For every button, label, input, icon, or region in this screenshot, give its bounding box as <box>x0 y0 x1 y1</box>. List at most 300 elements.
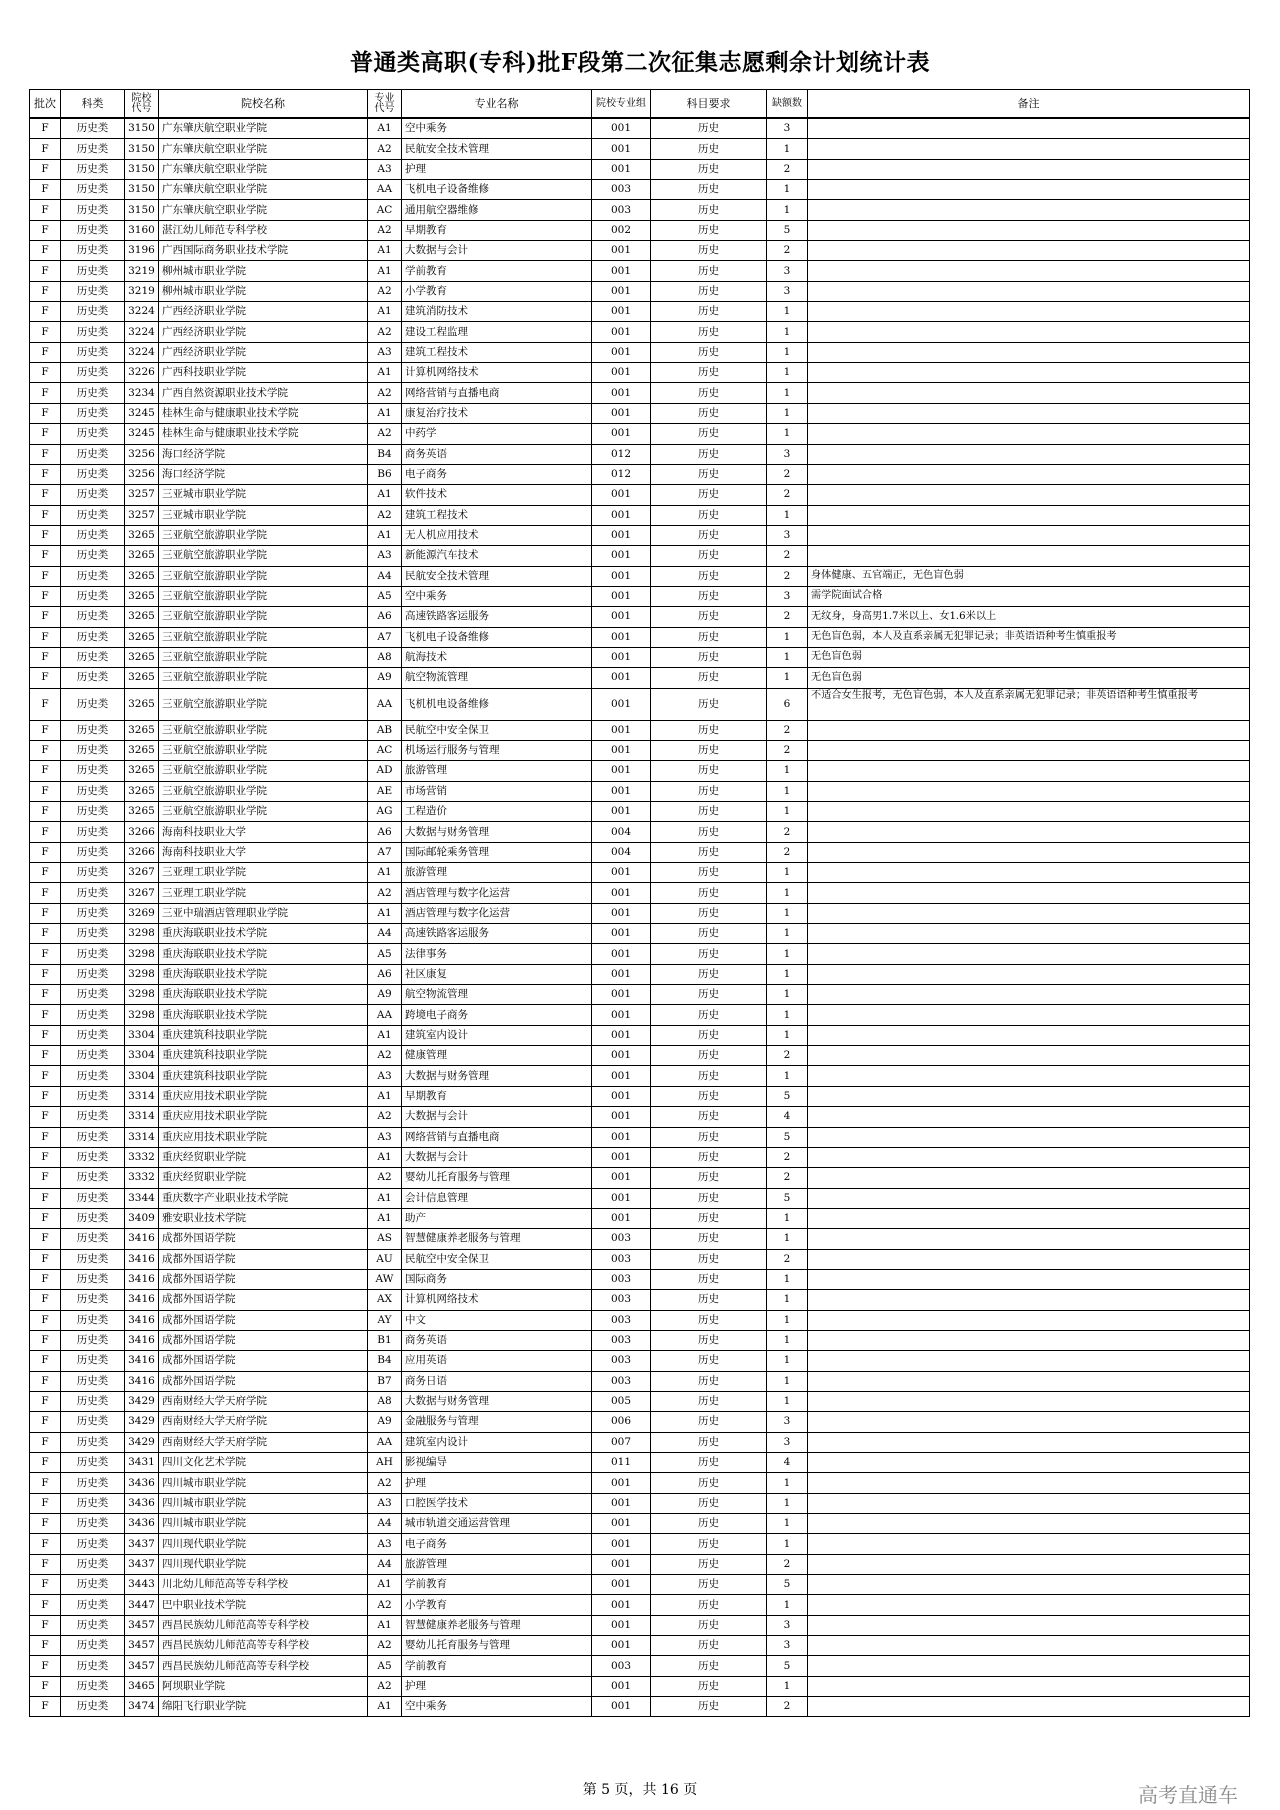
cell-major-group: 001 <box>592 1107 651 1127</box>
cell-subject-req: 历史 <box>651 200 767 220</box>
cell-school-code: 3226 <box>125 363 159 383</box>
cell-batch: F <box>30 424 61 444</box>
cell-major-name: 网络营销与直播电商 <box>402 383 592 403</box>
cell-major-code: B6 <box>368 464 402 484</box>
cell-major-group: 003 <box>592 1656 651 1676</box>
cell-batch: F <box>30 944 61 964</box>
cell-subject-req: 历史 <box>651 525 767 545</box>
cell-major-name: 智慧健康养老服务与管理 <box>402 1615 592 1635</box>
cell-category: 历史类 <box>61 1575 125 1595</box>
cell-school-code: 3436 <box>125 1493 159 1513</box>
cell-school-code: 3160 <box>125 220 159 240</box>
cell-school-code: 3298 <box>125 924 159 944</box>
table-row <box>30 342 1250 362</box>
cell-remarks: 需学院面试合格 <box>808 586 1250 606</box>
cell-remarks <box>808 281 1250 301</box>
cell-category: 历史类 <box>61 1514 125 1534</box>
cell-major-group: 001 <box>592 1147 651 1167</box>
cell-major-name: 早期教育 <box>402 1086 592 1106</box>
cell-major-group: 001 <box>592 363 651 383</box>
cell-vacancy: 1 <box>767 863 808 883</box>
cell-school-code: 3298 <box>125 1005 159 1025</box>
cell-subject-req: 历史 <box>651 1107 767 1127</box>
cell-vacancy: 1 <box>767 1330 808 1350</box>
cell-vacancy: 2 <box>767 720 808 740</box>
cell-vacancy: 2 <box>767 566 808 586</box>
cell-school-code: 3256 <box>125 444 159 464</box>
cell-batch: F <box>30 1412 61 1432</box>
table-row <box>30 1636 1250 1656</box>
cell-major-group: 001 <box>592 302 651 322</box>
cell-major-group: 001 <box>592 566 651 586</box>
cell-subject-req: 历史 <box>651 118 767 139</box>
cell-major-name: 法律事务 <box>402 944 592 964</box>
cell-batch: F <box>30 740 61 760</box>
cell-major-code: A1 <box>368 1615 402 1635</box>
cell-major-name: 计算机网络技术 <box>402 1290 592 1310</box>
cell-subject-req: 历史 <box>651 1005 767 1025</box>
cell-school-name: 重庆建筑科技职业学院 <box>159 1066 368 1086</box>
cell-school-name: 广西经济职业学院 <box>159 342 368 362</box>
cell-vacancy: 4 <box>767 1107 808 1127</box>
cell-vacancy: 1 <box>767 139 808 159</box>
cell-subject-req: 历史 <box>651 1493 767 1513</box>
cell-subject-req: 历史 <box>651 241 767 261</box>
cell-school-code: 3457 <box>125 1615 159 1635</box>
cell-batch: F <box>30 1188 61 1208</box>
cell-school-code: 3431 <box>125 1453 159 1473</box>
cell-school-name: 成都外国语学院 <box>159 1290 368 1310</box>
cell-batch: F <box>30 1046 61 1066</box>
table-row <box>30 1229 1250 1249</box>
cell-school-code: 3436 <box>125 1514 159 1534</box>
cell-remarks <box>808 822 1250 842</box>
cell-subject-req: 历史 <box>651 1066 767 1086</box>
cell-batch: F <box>30 464 61 484</box>
cell-major-code: A1 <box>368 525 402 545</box>
cell-major-name: 高速铁路客运服务 <box>402 924 592 944</box>
cell-major-name: 民航空中安全保卫 <box>402 720 592 740</box>
cell-batch: F <box>30 118 61 139</box>
cell-major-group: 001 <box>592 1005 651 1025</box>
table-row <box>30 761 1250 781</box>
cell-batch: F <box>30 1351 61 1371</box>
cell-major-name: 大数据与财务管理 <box>402 1391 592 1411</box>
cell-category: 历史类 <box>61 1676 125 1696</box>
table-row <box>30 1514 1250 1534</box>
cell-subject-req: 历史 <box>651 1168 767 1188</box>
cell-remarks <box>808 1208 1250 1228</box>
cell-major-code: AG <box>368 802 402 822</box>
cell-category: 历史类 <box>61 1147 125 1167</box>
cell-major-group: 003 <box>592 1269 651 1289</box>
cell-category: 历史类 <box>61 1269 125 1289</box>
table-row <box>30 1066 1250 1086</box>
cell-major-name: 建筑室内设计 <box>402 1432 592 1452</box>
cell-subject-req: 历史 <box>651 424 767 444</box>
table-row <box>30 403 1250 423</box>
cell-major-name: 新能源汽车技术 <box>402 546 592 566</box>
table-row <box>30 586 1250 606</box>
cell-major-group: 004 <box>592 842 651 862</box>
cell-school-name: 西昌民族幼儿师范高等专科学校 <box>159 1615 368 1635</box>
cell-major-name: 助产 <box>402 1208 592 1228</box>
table-row <box>30 903 1250 923</box>
cell-category: 历史类 <box>61 525 125 545</box>
cell-subject-req: 历史 <box>651 342 767 362</box>
cell-vacancy: 3 <box>767 444 808 464</box>
cell-school-code: 3332 <box>125 1168 159 1188</box>
cell-remarks <box>808 842 1250 862</box>
cell-vacancy: 1 <box>767 322 808 342</box>
cell-vacancy: 3 <box>767 1412 808 1432</box>
cell-school-code: 3443 <box>125 1575 159 1595</box>
table-row <box>30 383 1250 403</box>
cell-school-name: 三亚航空旅游职业学院 <box>159 781 368 801</box>
table-row <box>30 1168 1250 1188</box>
cell-major-name: 商务英语 <box>402 1330 592 1350</box>
cell-subject-req: 历史 <box>651 1697 767 1717</box>
cell-school-name: 成都外国语学院 <box>159 1229 368 1249</box>
cell-category: 历史类 <box>61 180 125 200</box>
table-row <box>30 424 1250 444</box>
cell-school-name: 重庆建筑科技职业学院 <box>159 1046 368 1066</box>
cell-major-group: 001 <box>592 1188 651 1208</box>
cell-major-group: 003 <box>592 1290 651 1310</box>
cell-batch: F <box>30 1168 61 1188</box>
cell-subject-req: 历史 <box>651 627 767 647</box>
cell-major-name: 应用英语 <box>402 1351 592 1371</box>
cell-major-name: 中药学 <box>402 424 592 444</box>
cell-major-group: 001 <box>592 1493 651 1513</box>
cell-vacancy: 1 <box>767 424 808 444</box>
cell-school-name: 柳州城市职业学院 <box>159 261 368 281</box>
table-row <box>30 740 1250 760</box>
cell-school-name: 重庆海联职业技术学院 <box>159 924 368 944</box>
cell-vacancy: 1 <box>767 363 808 383</box>
cell-major-code: A2 <box>368 1473 402 1493</box>
cell-major-name: 软件技术 <box>402 485 592 505</box>
table-row <box>30 1697 1250 1717</box>
cell-major-group: 002 <box>592 220 651 240</box>
table-row <box>30 647 1250 667</box>
cell-batch: F <box>30 322 61 342</box>
table-row <box>30 781 1250 801</box>
cell-major-code: A2 <box>368 424 402 444</box>
table-row <box>30 566 1250 586</box>
cell-category: 历史类 <box>61 1025 125 1045</box>
cell-remarks <box>808 1046 1250 1066</box>
cell-remarks <box>808 424 1250 444</box>
cell-major-name: 金融服务与管理 <box>402 1412 592 1432</box>
cell-school-name: 三亚航空旅游职业学院 <box>159 802 368 822</box>
cell-vacancy: 2 <box>767 607 808 627</box>
cell-subject-req: 历史 <box>651 740 767 760</box>
cell-category: 历史类 <box>61 1432 125 1452</box>
cell-subject-req: 历史 <box>651 1615 767 1635</box>
cell-major-group: 001 <box>592 505 651 525</box>
cell-vacancy: 1 <box>767 302 808 322</box>
table-row <box>30 1371 1250 1391</box>
cell-school-code: 3150 <box>125 118 159 139</box>
cell-major-name: 旅游管理 <box>402 1554 592 1574</box>
cell-subject-req: 历史 <box>651 883 767 903</box>
cell-remarks <box>808 903 1250 923</box>
cell-school-name: 三亚航空旅游职业学院 <box>159 740 368 760</box>
cell-major-group: 001 <box>592 546 651 566</box>
cell-school-name: 三亚航空旅游职业学院 <box>159 627 368 647</box>
cell-remarks <box>808 1168 1250 1188</box>
cell-vacancy: 2 <box>767 1147 808 1167</box>
cell-major-name: 旅游管理 <box>402 863 592 883</box>
cell-category: 历史类 <box>61 1636 125 1656</box>
cell-school-name: 广东肇庆航空职业学院 <box>159 159 368 179</box>
cell-vacancy: 5 <box>767 1575 808 1595</box>
cell-major-name: 大数据与财务管理 <box>402 822 592 842</box>
cell-major-group: 001 <box>592 383 651 403</box>
col-header-category: 科类 <box>61 90 125 119</box>
cell-batch: F <box>30 1107 61 1127</box>
cell-category: 历史类 <box>61 322 125 342</box>
cell-batch: F <box>30 1391 61 1411</box>
cell-remarks <box>808 180 1250 200</box>
cell-batch: F <box>30 883 61 903</box>
cell-major-code: B4 <box>368 1351 402 1371</box>
cell-vacancy: 2 <box>767 1249 808 1269</box>
cell-subject-req: 历史 <box>651 383 767 403</box>
cell-vacancy: 3 <box>767 261 808 281</box>
cell-school-name: 三亚航空旅游职业学院 <box>159 688 368 720</box>
cell-major-group: 001 <box>592 1086 651 1106</box>
cell-category: 历史类 <box>61 505 125 525</box>
cell-remarks <box>808 1453 1250 1473</box>
cell-major-group: 001 <box>592 1066 651 1086</box>
cell-category: 历史类 <box>61 1371 125 1391</box>
table-row <box>30 802 1250 822</box>
cell-remarks <box>808 485 1250 505</box>
cell-school-code: 3265 <box>125 802 159 822</box>
cell-major-group: 001 <box>592 586 651 606</box>
table-row <box>30 302 1250 322</box>
cell-school-code: 3267 <box>125 863 159 883</box>
cell-batch: F <box>30 444 61 464</box>
cell-major-name: 空中乘务 <box>402 1697 592 1717</box>
cell-school-name: 川北幼儿师范高等专科学校 <box>159 1575 368 1595</box>
cell-major-group: 001 <box>592 159 651 179</box>
cell-subject-req: 历史 <box>651 964 767 984</box>
cell-school-code: 3314 <box>125 1127 159 1147</box>
cell-vacancy: 1 <box>767 1269 808 1289</box>
cell-vacancy: 3 <box>767 1636 808 1656</box>
cell-school-name: 阿坝职业学院 <box>159 1676 368 1696</box>
cell-school-name: 绵阳飞行职业学院 <box>159 1697 368 1717</box>
table-row <box>30 322 1250 342</box>
cell-major-group: 004 <box>592 822 651 842</box>
cell-remarks <box>808 1066 1250 1086</box>
cell-remarks <box>808 1351 1250 1371</box>
cell-major-name: 护理 <box>402 159 592 179</box>
cell-batch: F <box>30 1534 61 1554</box>
cell-major-name: 影视编导 <box>402 1453 592 1473</box>
cell-major-code: AD <box>368 761 402 781</box>
cell-vacancy: 2 <box>767 740 808 760</box>
cell-remarks <box>808 1636 1250 1656</box>
cell-vacancy: 3 <box>767 586 808 606</box>
cell-remarks <box>808 322 1250 342</box>
cell-vacancy: 1 <box>767 944 808 964</box>
cell-major-group: 001 <box>592 924 651 944</box>
cell-category: 历史类 <box>61 546 125 566</box>
cell-school-code: 3245 <box>125 403 159 423</box>
cell-major-group: 001 <box>592 761 651 781</box>
cell-remarks <box>808 1290 1250 1310</box>
cell-batch: F <box>30 1310 61 1330</box>
cell-batch: F <box>30 1595 61 1615</box>
col-header-remarks: 备注 <box>808 90 1250 119</box>
cell-major-code: A9 <box>368 668 402 688</box>
cell-school-name: 四川文化艺术学院 <box>159 1453 368 1473</box>
cell-major-group: 001 <box>592 1514 651 1534</box>
cell-major-code: A2 <box>368 1636 402 1656</box>
cell-remarks <box>808 1676 1250 1696</box>
cell-school-code: 3266 <box>125 822 159 842</box>
cell-major-group: 001 <box>592 883 651 903</box>
cell-vacancy: 1 <box>767 1493 808 1513</box>
cell-vacancy: 1 <box>767 1676 808 1696</box>
cell-vacancy: 2 <box>767 842 808 862</box>
cell-subject-req: 历史 <box>651 1656 767 1676</box>
cell-vacancy: 6 <box>767 688 808 720</box>
cell-category: 历史类 <box>61 1534 125 1554</box>
cell-major-name: 电子商务 <box>402 464 592 484</box>
cell-school-code: 3265 <box>125 627 159 647</box>
cell-major-group: 001 <box>592 1575 651 1595</box>
cell-major-name: 民航安全技术管理 <box>402 566 592 586</box>
table-row <box>30 241 1250 261</box>
cell-school-code: 3304 <box>125 1046 159 1066</box>
cell-category: 历史类 <box>61 985 125 1005</box>
cell-subject-req: 历史 <box>651 688 767 720</box>
cell-remarks <box>808 1371 1250 1391</box>
cell-major-group: 001 <box>592 607 651 627</box>
cell-school-code: 3196 <box>125 241 159 261</box>
cell-batch: F <box>30 1208 61 1228</box>
cell-major-group: 001 <box>592 1615 651 1635</box>
cell-subject-req: 历史 <box>651 281 767 301</box>
cell-major-code: A2 <box>368 1107 402 1127</box>
cell-category: 历史类 <box>61 964 125 984</box>
table-row <box>30 546 1250 566</box>
cell-major-code: A1 <box>368 241 402 261</box>
cell-subject-req: 历史 <box>651 1229 767 1249</box>
table-row <box>30 822 1250 842</box>
cell-vacancy: 5 <box>767 1086 808 1106</box>
table-row <box>30 1432 1250 1452</box>
cell-remarks <box>808 924 1250 944</box>
cell-major-group: 001 <box>592 1473 651 1493</box>
cell-batch: F <box>30 688 61 720</box>
cell-batch: F <box>30 485 61 505</box>
cell-remarks <box>808 761 1250 781</box>
cell-major-code: A7 <box>368 842 402 862</box>
cell-batch: F <box>30 822 61 842</box>
cell-vacancy: 1 <box>767 403 808 423</box>
cell-school-code: 3219 <box>125 281 159 301</box>
cell-major-name: 智慧健康养老服务与管理 <box>402 1229 592 1249</box>
cell-major-code: B4 <box>368 444 402 464</box>
cell-category: 历史类 <box>61 903 125 923</box>
cell-category: 历史类 <box>61 761 125 781</box>
cell-major-group: 003 <box>592 1351 651 1371</box>
remaining-plan-table <box>29 89 1250 1717</box>
table-row <box>30 627 1250 647</box>
cell-major-code: A3 <box>368 1493 402 1513</box>
cell-major-group: 003 <box>592 1371 651 1391</box>
cell-school-name: 湛江幼儿师范专科学校 <box>159 220 368 240</box>
cell-school-name: 成都外国语学院 <box>159 1351 368 1371</box>
cell-category: 历史类 <box>61 1086 125 1106</box>
cell-major-code: AB <box>368 720 402 740</box>
cell-school-code: 3256 <box>125 464 159 484</box>
cell-batch: F <box>30 668 61 688</box>
cell-vacancy: 1 <box>767 383 808 403</box>
cell-major-name: 大数据与会计 <box>402 1107 592 1127</box>
table-row <box>30 607 1250 627</box>
cell-vacancy: 3 <box>767 1615 808 1635</box>
cell-category: 历史类 <box>61 241 125 261</box>
table-row <box>30 159 1250 179</box>
cell-batch: F <box>30 903 61 923</box>
cell-school-name: 三亚航空旅游职业学院 <box>159 525 368 545</box>
cell-vacancy: 1 <box>767 1229 808 1249</box>
cell-major-code: A3 <box>368 342 402 362</box>
cell-major-code: A4 <box>368 1554 402 1574</box>
cell-batch: F <box>30 363 61 383</box>
cell-category: 历史类 <box>61 383 125 403</box>
table-row <box>30 688 1250 720</box>
cell-vacancy: 5 <box>767 220 808 240</box>
cell-subject-req: 历史 <box>651 1188 767 1208</box>
table-row <box>30 1391 1250 1411</box>
cell-remarks <box>808 1005 1250 1025</box>
cell-subject-req: 历史 <box>651 1249 767 1269</box>
cell-major-name: 健康管理 <box>402 1046 592 1066</box>
cell-major-code: A9 <box>368 985 402 1005</box>
table-row <box>30 842 1250 862</box>
cell-remarks <box>808 1269 1250 1289</box>
cell-major-group: 001 <box>592 863 651 883</box>
cell-category: 历史类 <box>61 1249 125 1269</box>
cell-school-name: 三亚航空旅游职业学院 <box>159 668 368 688</box>
cell-school-code: 3314 <box>125 1086 159 1106</box>
cell-remarks <box>808 1656 1250 1676</box>
cell-major-name: 国际邮轮乘务管理 <box>402 842 592 862</box>
cell-school-code: 3314 <box>125 1107 159 1127</box>
cell-subject-req: 历史 <box>651 1290 767 1310</box>
cell-batch: F <box>30 403 61 423</box>
cell-subject-req: 历史 <box>651 647 767 667</box>
cell-school-code: 3257 <box>125 485 159 505</box>
cell-batch: F <box>30 842 61 862</box>
table-row <box>30 1351 1250 1371</box>
table-row <box>30 444 1250 464</box>
cell-school-name: 重庆应用技术职业学院 <box>159 1107 368 1127</box>
cell-major-code: A1 <box>368 1188 402 1208</box>
cell-vacancy: 1 <box>767 781 808 801</box>
cell-subject-req: 历史 <box>651 1473 767 1493</box>
cell-remarks <box>808 241 1250 261</box>
cell-batch: F <box>30 1656 61 1676</box>
